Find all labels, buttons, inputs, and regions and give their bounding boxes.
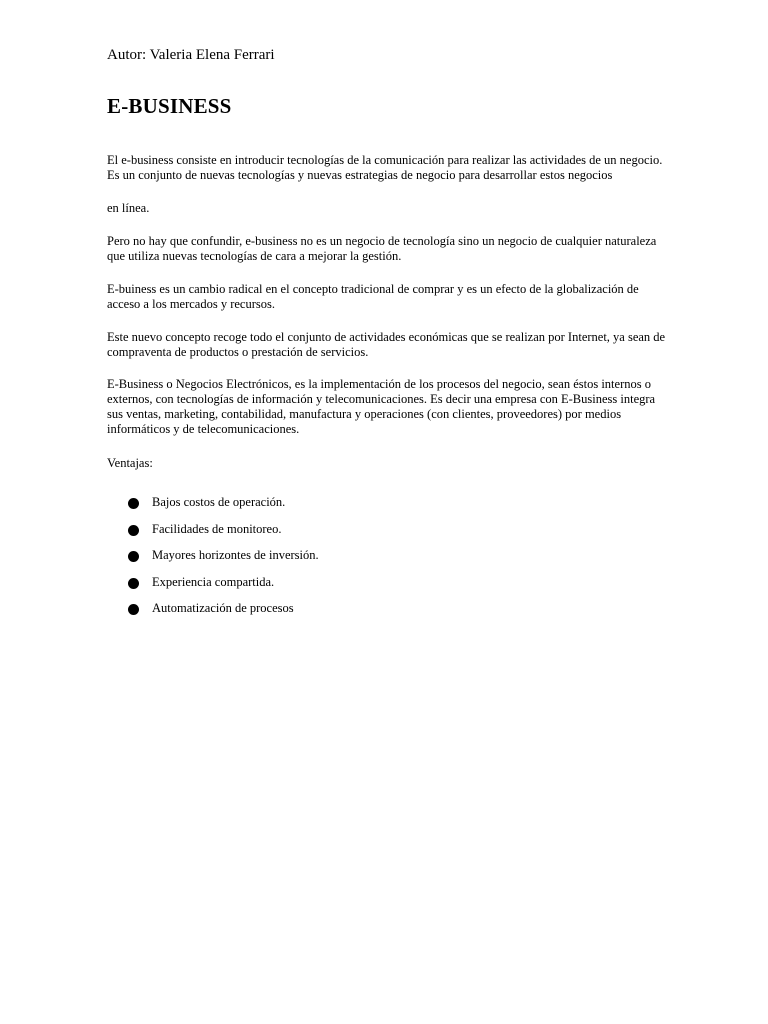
advantage-text: Automatización de procesos: [152, 601, 294, 615]
paragraph-definition: E-Business o Negocios Electrónicos, es la implementación de los procesos del negocio, sean éstos internos o externos, con tecnologías de información y telecomunicaciones. Es decir una empresa con E-Business integra sus ventas, marketing, contabilidad, manufactura y operaciones (con clientes, proveedores) por medios informáticos y de telecomunicaciones.: [107, 377, 656, 436]
paragraph-intro: El e-business consiste en introducir tecnologías de la comunicación para realizar las actividades de un negocio. Es un conjunto de nuevas tecnologías y nuevas estrategias de negocio para desarrollar estos negocios: [107, 153, 663, 182]
paragraph-intro-continuation: en línea.: [107, 201, 150, 215]
bullet-icon: [128, 498, 139, 509]
advantage-text: Mayores horizontes de inversión.: [152, 548, 319, 562]
paragraph-change: E-buiness es un cambio radical en el concepto tradicional de comprar y es un efecto de la globalización de acceso a los mercados y recursos.: [107, 282, 639, 311]
bullet-icon: [128, 551, 139, 562]
bullet-icon: [128, 604, 139, 615]
bullet-icon: [128, 578, 139, 589]
paragraph-concept: Este nuevo concepto recoge todo el conjunto de actividades económicas que se realizan por Internet, ya sean de compraventa de productos o prestación de servicios.: [107, 330, 666, 359]
advantages-label: Ventajas:: [107, 456, 153, 470]
paragraph-clarification: Pero no hay que confundir, e-business no es un negocio de tecnología sino un negocio de cualquier naturaleza que utiliza nuevas tecnologías de cara a mejorar la gestión.: [107, 234, 657, 263]
advantage-text: Experiencia compartida.: [152, 574, 275, 589]
author-line: Autor: Valeria Elena Ferrari: [107, 47, 275, 63]
bullet-icon: [128, 525, 139, 536]
advantage-text: Bajos costos de operación.: [152, 495, 286, 509]
document-title: E-BUSINESS: [107, 94, 232, 118]
advantage-text: Facilidades de monitoreo.: [152, 521, 282, 536]
